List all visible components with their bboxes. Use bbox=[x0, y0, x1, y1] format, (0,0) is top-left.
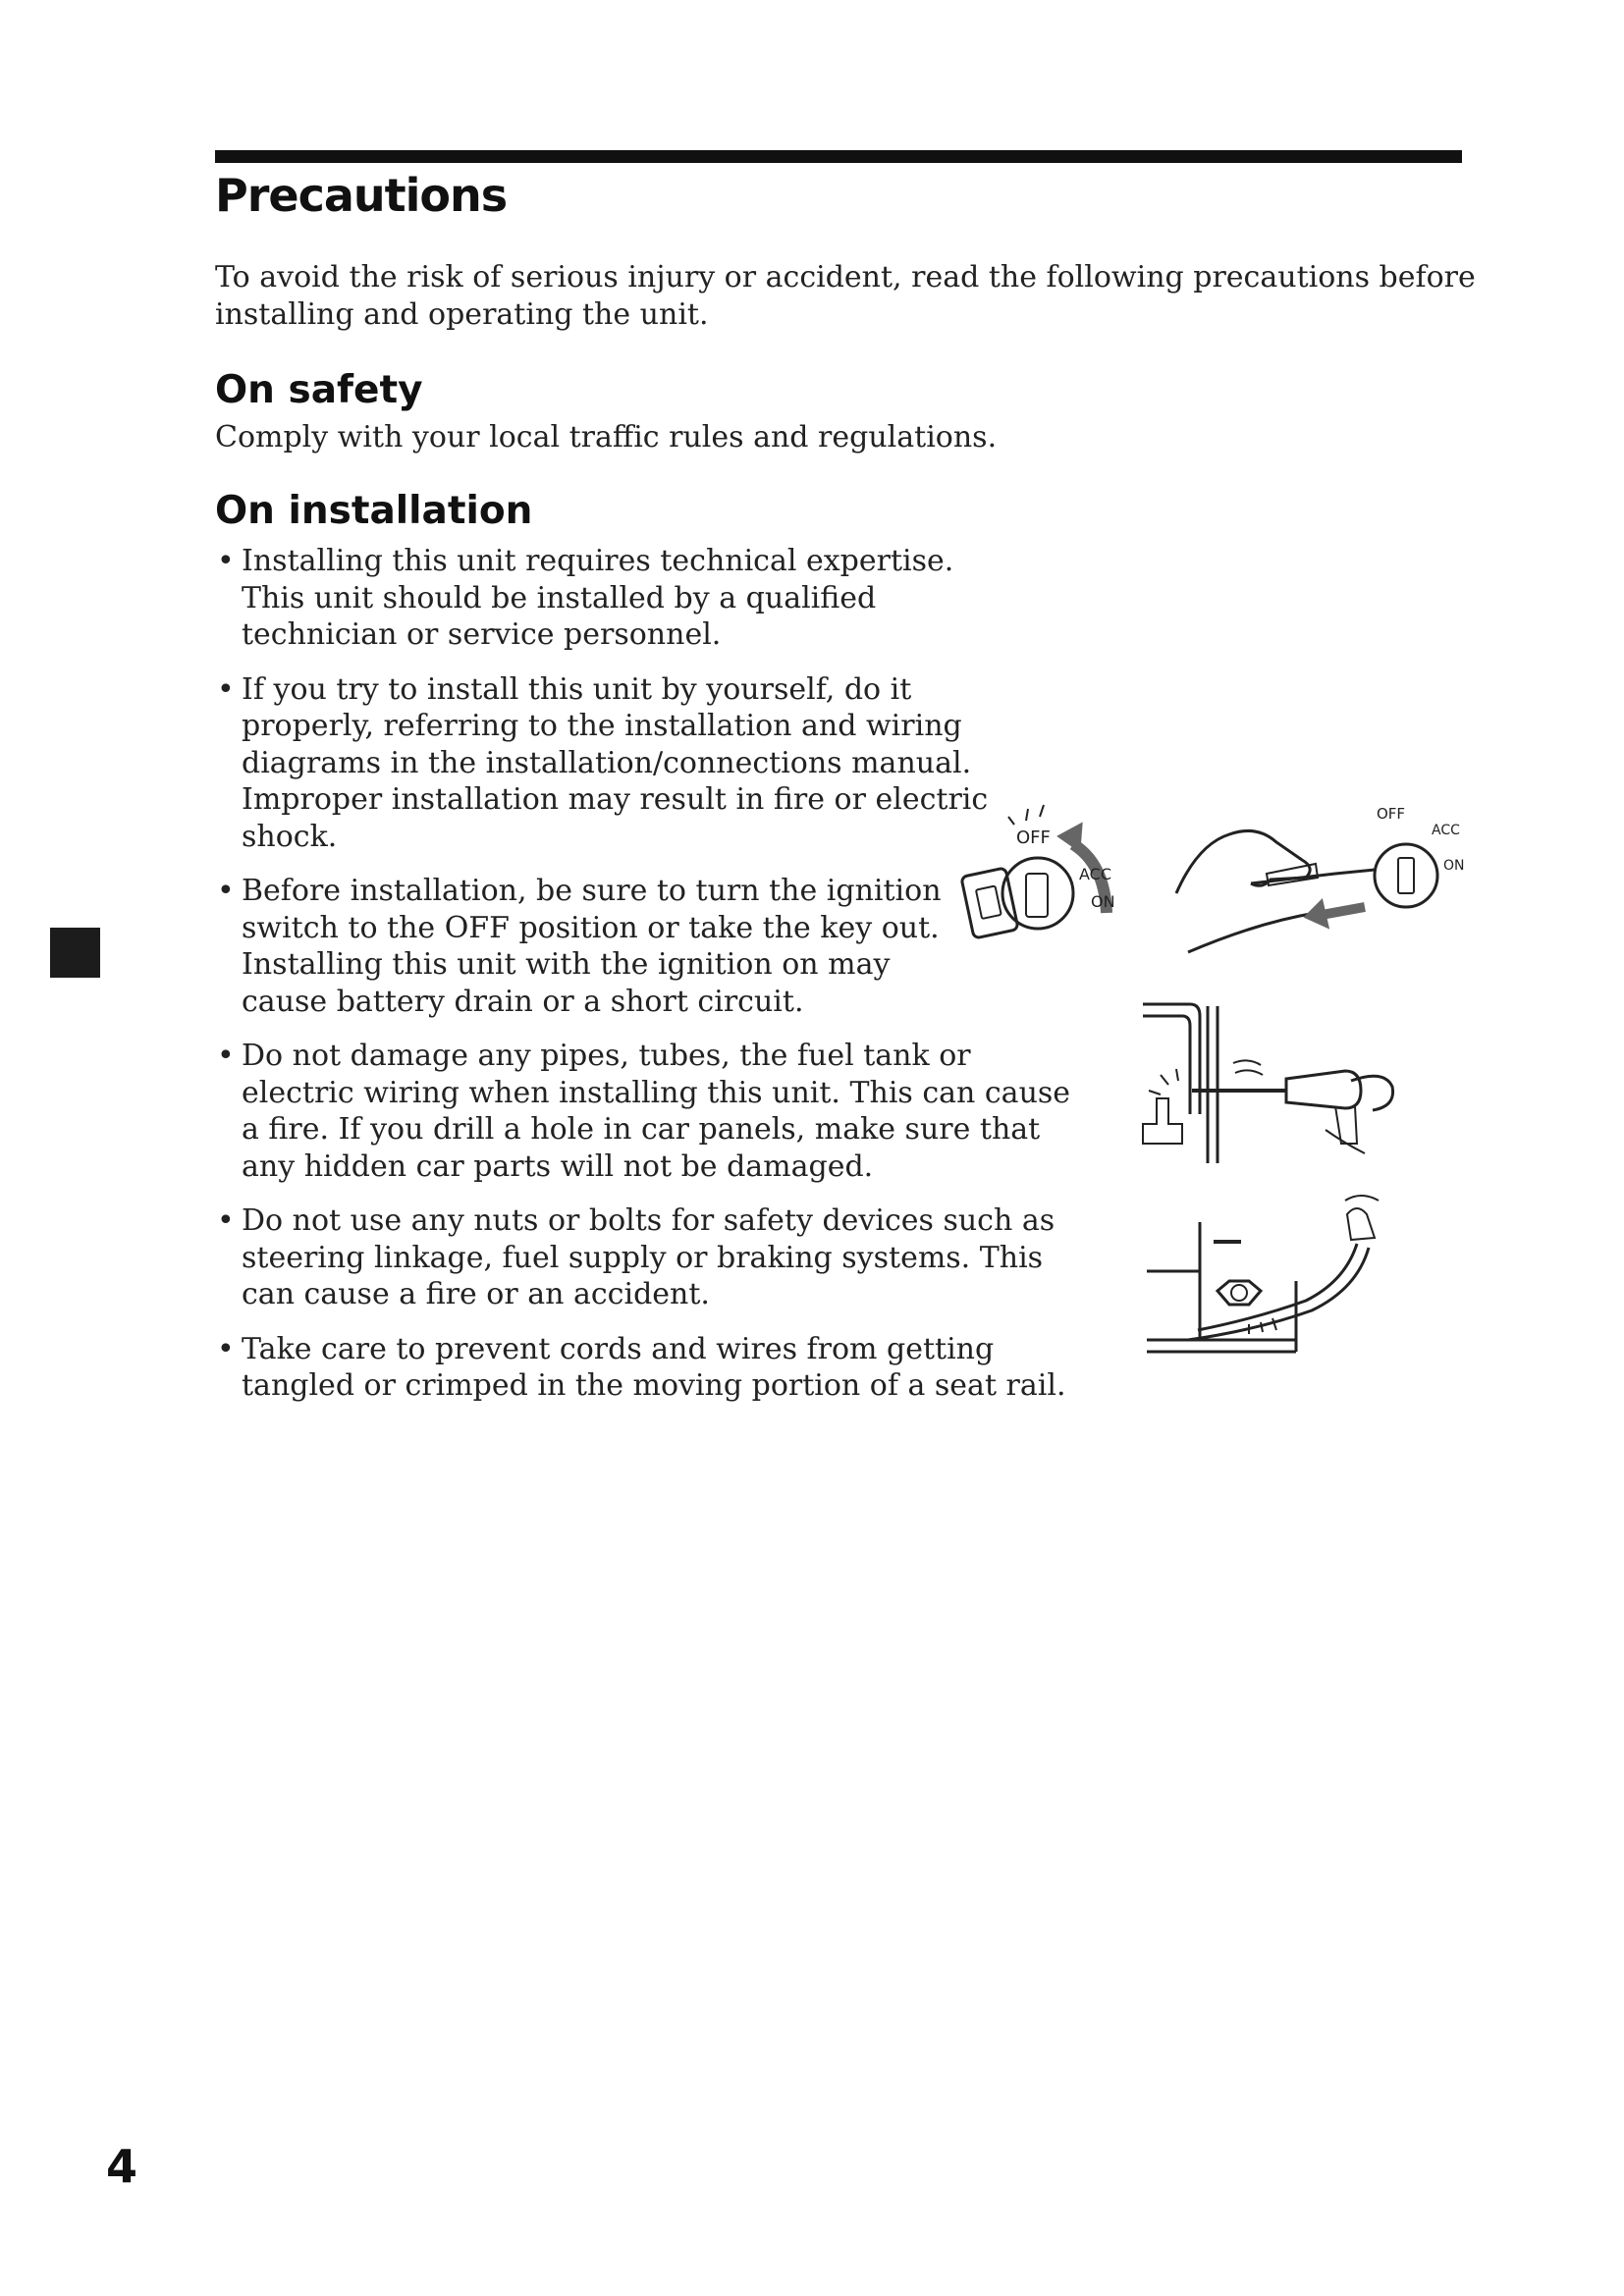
bolt-connection-illustration bbox=[1139, 1193, 1414, 1369]
list-item-text: Do not use any nuts or bolts for safety devices such as steering linkage, fuel supply or braking systems. This can cause a fire or an accident. bbox=[242, 1203, 1056, 1311]
list-item bbox=[215, 543, 968, 654]
intro-paragraph: To avoid the risk of serious injury or accident, read the following precautions before installing and operating the unit. bbox=[215, 260, 1476, 332]
list-item bbox=[215, 671, 998, 856]
list-item-text: If you try to install this unit by yourself, do it properly, referring to the installation and wiring diagrams in the installation/connections manual. Improper installation may result in fire or electric shock. bbox=[242, 671, 989, 854]
acc-label: ACC bbox=[1432, 823, 1460, 838]
page-number: 4 bbox=[106, 2140, 138, 2193]
page-title: Precautions bbox=[215, 169, 508, 222]
top-rule bbox=[215, 150, 1462, 163]
list-item bbox=[215, 1038, 1086, 1185]
off-label: OFF bbox=[1016, 828, 1051, 848]
key-removal-illustration bbox=[1168, 795, 1483, 962]
list-item-text: Installing this unit requires technical expertise. This unit should be installed by a qualified technician or service personnel. bbox=[242, 544, 954, 652]
bullet-icon: • bbox=[217, 1203, 235, 1238]
bullet-icon: • bbox=[217, 1331, 235, 1366]
list-item bbox=[215, 1202, 1086, 1313]
list-item-text: Before installation, be sure to turn the ignition switch to the OFF position or take the key out. Installing this unit with the ignition on may cause battery drain or a short circuit. bbox=[242, 874, 942, 1019]
bullet-icon: • bbox=[217, 874, 235, 908]
on-label: ON bbox=[1091, 892, 1115, 911]
hand-key-icon bbox=[1176, 830, 1437, 952]
list-item bbox=[215, 873, 948, 1020]
section-tab-marker bbox=[50, 928, 100, 978]
drill-panel-illustration bbox=[1139, 996, 1414, 1173]
list-item-text: Take care to prevent cords and wires from getting tangled or crimped in the moving portion of a seat rail. bbox=[242, 1331, 1066, 1403]
bullet-icon: • bbox=[217, 671, 235, 707]
installation-list bbox=[215, 543, 1069, 1422]
on-installation-heading: On installation bbox=[215, 489, 533, 533]
bullet-icon: • bbox=[217, 1039, 235, 1073]
list-item-text: Do not damage any pipes, tubes, the fuel tank or electric wiring when installing this unit. This can cause a fire. If you drill a hole in car panels, make sure that any hidden car parts will not be damaged. bbox=[242, 1039, 1071, 1184]
bolt-icon bbox=[1147, 1196, 1379, 1352]
on-safety-heading: On safety bbox=[215, 368, 423, 412]
on-label: ON bbox=[1443, 858, 1465, 874]
off-label: OFF bbox=[1377, 805, 1406, 823]
list-item bbox=[215, 1331, 1086, 1405]
on-safety-text: Comply with your local traffic rules and regulations. bbox=[215, 420, 998, 454]
bullet-icon: • bbox=[217, 544, 235, 578]
acc-label: ACC bbox=[1079, 865, 1112, 883]
ignition-switch-illustration bbox=[957, 795, 1154, 952]
drill-icon bbox=[1143, 1004, 1393, 1163]
